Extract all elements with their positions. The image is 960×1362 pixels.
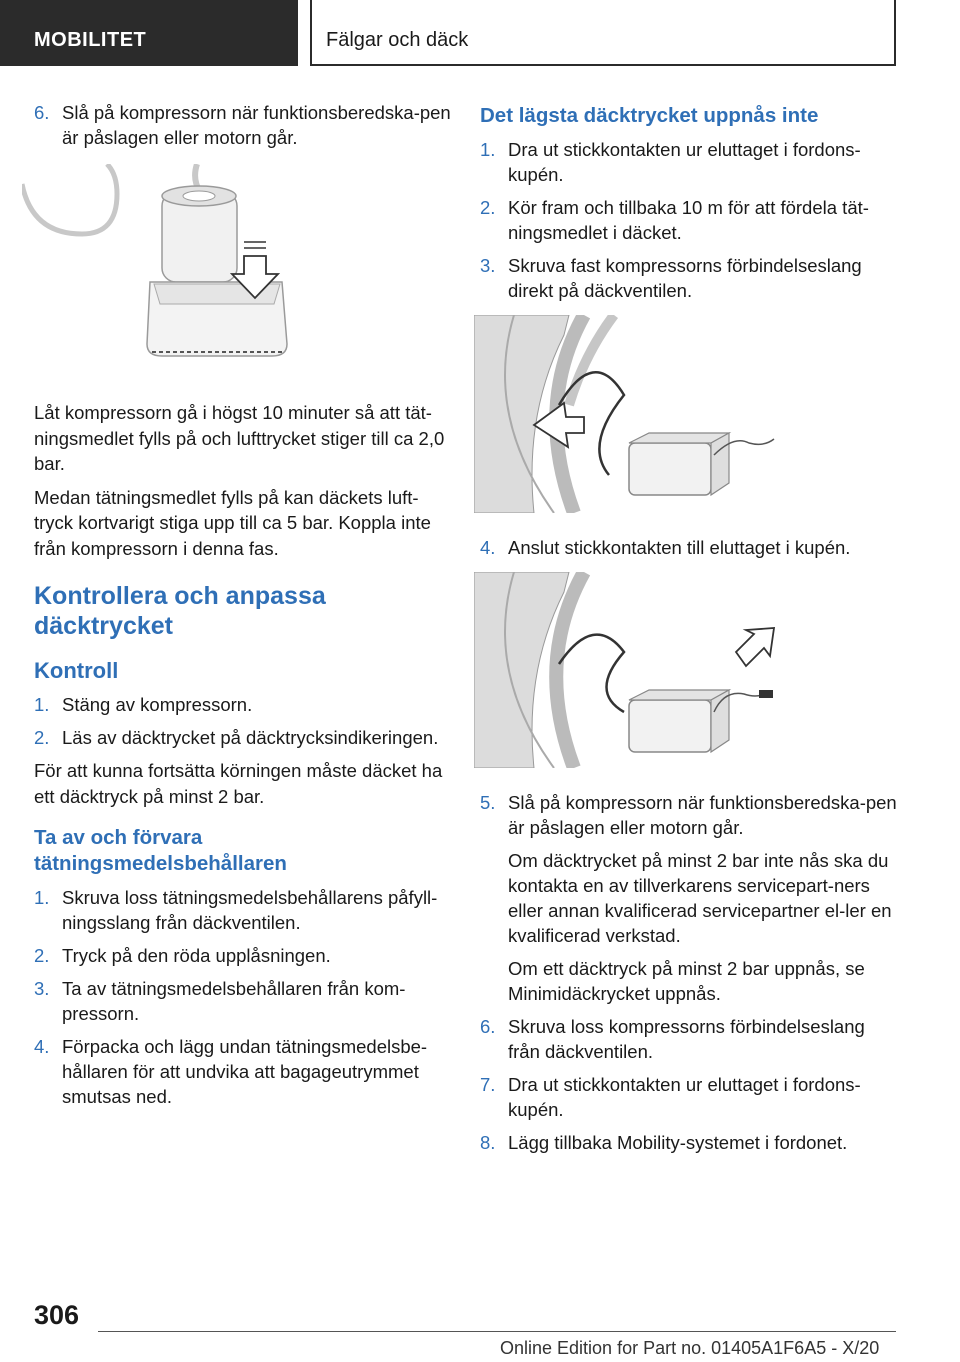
remove-step — [34, 943, 454, 968]
step-5-note-service: Om däcktrycket på minst 2 bar inte nås ska du kontakta en av tillverkarens servicepart-ners eller annan kvalificerad servicepartner el-ler en kvalificerad verkstad. — [508, 850, 892, 946]
step-number: 1. — [480, 139, 496, 160]
paragraph-pressure-rise: Medan tätningsmedlet fylls på kan däckets luft-tryck kortvarigt stiga upp till ca 5 bar. Koppla inte från kompressorn i denna fas. — [34, 486, 431, 559]
step-text: Lägg tillbaka Mobility-systemet i fordonet. — [508, 1132, 848, 1153]
chapter-title: Fälgar och däck — [326, 29, 469, 51]
step-4-right — [480, 535, 900, 560]
step-text: Ta av tätningsmedelsbehållaren från kom-pressorn. — [62, 978, 406, 1024]
wheel-plug-illustration — [474, 572, 784, 768]
step-text: Anslut stickkontakten till eluttaget i kupén. — [508, 537, 851, 558]
footer-divider — [98, 1331, 896, 1332]
step-text: Skruva loss tätningsmedelsbehållarens påfyll-ningsslang från däckventilen. — [62, 887, 438, 933]
step-text: Tryck på den röda upplåsningen. — [62, 945, 331, 966]
step-number: 6. — [480, 1016, 496, 1037]
chapter-title-box — [310, 0, 896, 66]
step-number: 1. — [34, 887, 50, 908]
step-text: Slå på kompressorn när funktionsberedska-pen är påslagen eller motorn går. — [62, 102, 451, 148]
paragraph-run-time: Låt kompressorn gå i högst 10 minuter så att tät-ningsmedlet fylls på och lufttrycket stiger till ca 2,0 bar. — [34, 402, 445, 474]
check-step — [34, 725, 454, 750]
step-number: 2. — [480, 197, 496, 218]
low-step — [480, 195, 900, 245]
step-6-left — [34, 100, 454, 150]
left-column — [34, 100, 454, 1117]
step-text: Läs av däcktrycket på däcktrycksindikeringen. — [62, 727, 439, 748]
low-step — [480, 253, 900, 303]
final-step — [480, 1072, 900, 1122]
step-text: Slå på kompressorn när funktionsberedska-pen är påslagen eller motorn går. — [508, 792, 897, 838]
step-number: 3. — [34, 978, 50, 999]
paragraph-min-pressure: För att kunna fortsätta körningen måste däcket ha ett däcktryck på minst 2 bar. — [34, 760, 443, 807]
step-5-note-reached: Om ett däcktryck på minst 2 bar uppnås, se Minimidäckrycket uppnås. — [508, 958, 865, 1004]
heading-check-adjust: Kontrollera och anpassa däcktrycket — [34, 582, 326, 640]
heading-min-not-reached: Det lägsta däcktrycket uppnås inte — [480, 104, 819, 127]
step-number: 6. — [34, 102, 50, 123]
step-number: 2. — [34, 727, 50, 748]
step-text: Kör fram och tillbaka 10 m för att fördela tät-ningsmedlet i däcket. — [508, 197, 869, 243]
step-text: Skruva fast kompressorns förbindelseslang direkt på däckventilen. — [508, 255, 862, 301]
low-step — [480, 137, 900, 187]
page-header — [0, 0, 960, 66]
right-column — [480, 100, 900, 1163]
subheading-check: Kontroll — [34, 658, 119, 683]
section-tab — [0, 0, 298, 66]
final-step — [480, 1130, 900, 1155]
step-5-right — [480, 790, 900, 1006]
wheel-valve-hose-illustration — [474, 315, 784, 513]
step-text: Dra ut stickkontakten ur eluttaget i fordons-kupén. — [508, 139, 861, 185]
check-step — [34, 692, 454, 717]
step-number: 4. — [34, 1036, 50, 1057]
step-text: Dra ut stickkontakten ur eluttaget i fordons-kupén. — [508, 1074, 861, 1120]
step-number: 8. — [480, 1132, 496, 1153]
step-number: 3. — [480, 255, 496, 276]
step-number: 1. — [34, 694, 50, 715]
final-step — [480, 1014, 900, 1064]
step-number: 4. — [480, 537, 496, 558]
sealant-container-illustration — [22, 164, 322, 384]
step-text: Förpacka och lägg undan tätningsmedelsbe-hållaren för att undvika att bagageutrymmet smutsas ned. — [62, 1036, 428, 1107]
remove-step — [34, 885, 454, 935]
step-text: Skruva loss kompressorns förbindelseslang från däckventilen. — [508, 1016, 865, 1062]
remove-step — [34, 1034, 454, 1109]
step-text: Stäng av kompressorn. — [62, 694, 253, 715]
step-number: 7. — [480, 1074, 496, 1095]
remove-step — [34, 976, 454, 1026]
subheading-remove-store: Ta av och förvara tätningsmedelsbehållaren — [34, 826, 287, 875]
step-number: 5. — [480, 792, 496, 813]
section-label: MOBILITET — [34, 29, 147, 51]
page-number: 306 — [34, 1300, 80, 1330]
edition-note: Online Edition for Part no. 01405A1F6A5 - X/20 — [500, 1338, 880, 1358]
step-number: 2. — [34, 945, 50, 966]
